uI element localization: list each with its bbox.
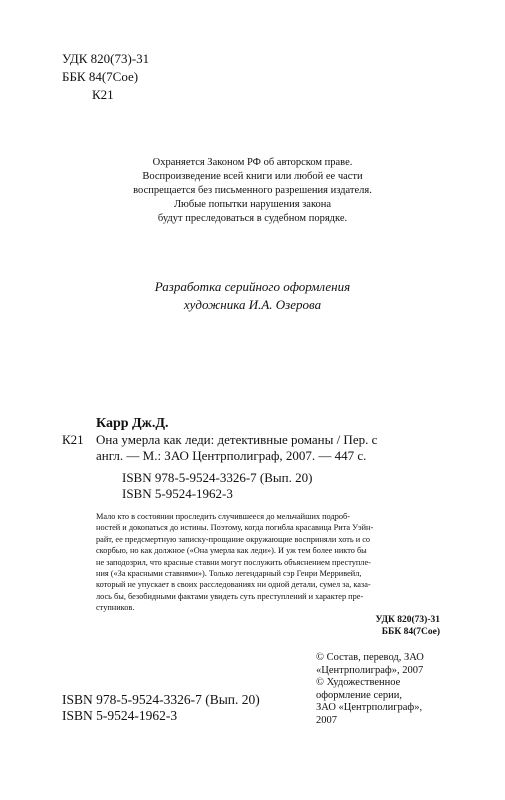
isbn-line: ISBN 5-9524-1962-3: [62, 708, 178, 723]
series-design-credit: [0, 278, 505, 314]
catalog-author: Карр Дж.Д.: [96, 416, 169, 431]
copyright-holder-line: ЗАО «Центрполиграф»,: [316, 702, 423, 714]
copyright-holder-line: © Состав, перевод, ЗАО: [316, 652, 424, 663]
annotation-line: который не упускает в своих расследованиях ни одной детали, сумел за, каза-: [96, 580, 371, 590]
bib-line: англ. — М.: ЗАО Центрполиграф, 2007. — 447 с.: [96, 448, 367, 463]
bibliographic-description: [96, 432, 448, 464]
isbn-line: ISBN 978-5-9524-3326-7 (Вып. 20): [62, 692, 260, 707]
catalog-author-mark: К21: [62, 432, 84, 447]
classification-bottom: [250, 614, 440, 638]
isbn-line: ISBN 978-5-9524-3326-7 (Вып. 20): [122, 470, 313, 485]
annotation-line: ступников.: [96, 603, 135, 613]
copyright-line: воспрещается без письменного разрешения издателя.: [133, 185, 372, 196]
bbk-code-bottom: ББК 84(7Сое): [381, 627, 440, 637]
annotation-line: лось бы, безобидными фактами увидеть суть преступлений и характер пре-: [96, 591, 364, 601]
copyright-holder-line: © Художественное: [316, 677, 401, 689]
catalog-isbn: [122, 470, 312, 502]
book-annotation: [96, 511, 446, 614]
annotation-line: скорбью, но как должное («Она умерла как леди»). И уж тем более никто бы: [96, 546, 367, 556]
annotation-line: ностей и докопаться до истины. Поэтому, когда погибла красавица Рита Уэйн-: [96, 523, 374, 533]
copyright-line: Охраняется Законом РФ об авторском праве.: [152, 157, 353, 168]
copyright-law-notice: [0, 156, 505, 226]
annotation-line: не заподозрил, что красные ставни могут послужить объяснением преступле-: [96, 557, 371, 567]
classification-codes: [62, 50, 149, 104]
bbk-code: ББК 84(7Сое): [62, 69, 139, 84]
annotation-line: Мало кто в состоянии проследить случившееся до мельчайших подроб-: [96, 512, 350, 521]
udk-code: УДК 820(73)-31: [62, 51, 150, 66]
copyright-line: Любые попытки нарушения закона: [173, 199, 332, 210]
copyright-holder-line: 2007: [316, 714, 337, 726]
isbn-bottom: [62, 692, 260, 724]
author-mark: К21: [92, 87, 114, 102]
annotation-line: райт, ее предсмертную записку-прощание окружающие восприняли хоть и со: [96, 534, 371, 544]
design-credit-line: Разработка серийного оформления: [154, 279, 351, 294]
design-credit-line: художника И.А. Озерова: [183, 297, 322, 312]
copyright-holder-line: оформление серии,: [316, 689, 403, 701]
isbn-line: ISBN 5-9524-1962-3: [122, 486, 233, 501]
copyright-line: будут преследоваться в судебном порядке.: [157, 213, 348, 224]
copyright-holder-line: «Центрполиграф», 2007: [316, 664, 424, 676]
bib-line: Она умерла как леди: детективные романы / Пер. с: [96, 432, 378, 447]
copyright-line: Воспроизведение всей книги или любой ее части: [142, 171, 363, 182]
annotation-line: ния («За красными ставнями»). Только легендарный сэр Генри Мерривейл,: [96, 568, 362, 578]
copyright-holders: [316, 652, 424, 728]
udk-code-bottom: УДК 820(73)-31: [375, 615, 440, 625]
